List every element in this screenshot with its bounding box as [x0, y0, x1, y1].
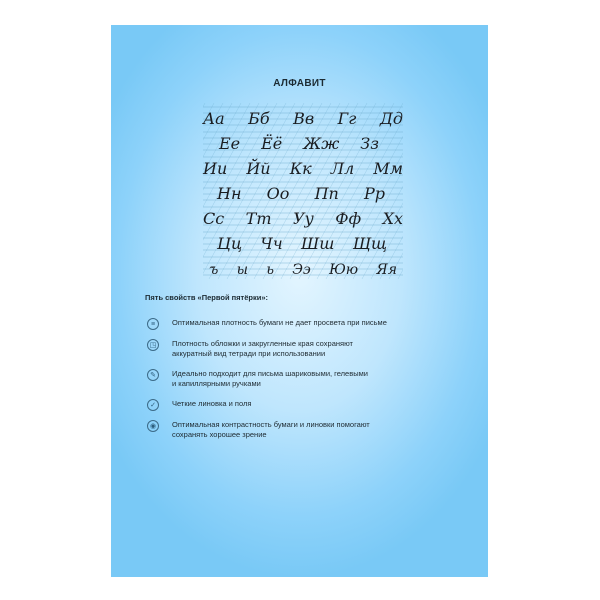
- feature-text: Идеально подходит для письма шариковыми, гелевыми и капиллярными ручками: [172, 369, 368, 388]
- feature-text: Оптимальная плотность бумаги не дает просвета при письме: [172, 318, 387, 327]
- letter-pair: Пп: [314, 184, 339, 203]
- letter-pair: Ии: [203, 159, 228, 178]
- alphabet-row: [219, 128, 379, 152]
- letter-pair: ъ: [209, 262, 219, 278]
- shield-check-icon: ✓: [147, 399, 159, 411]
- letter-pair: Фф: [335, 209, 362, 228]
- letter-pair: Хх: [382, 209, 403, 228]
- feature-text: Четкие линовка и поля: [172, 399, 252, 408]
- letter-pair: Ээ: [292, 262, 311, 278]
- letter-pair: Йй: [246, 159, 271, 178]
- letter-pair: Оо: [266, 184, 290, 203]
- letter-pair: Аа: [203, 109, 225, 128]
- letter-pair: Вв: [293, 109, 315, 128]
- cursive-alphabet: [203, 103, 403, 279]
- letter-pair: Ее: [219, 134, 241, 153]
- letter-pair: Дд: [379, 109, 403, 128]
- letter-pair: Тт: [245, 209, 272, 228]
- letter-pair: ь: [266, 262, 274, 278]
- notebook-cover: [111, 25, 488, 577]
- letter-pair: Юю: [329, 262, 359, 278]
- letter-pair: Уу: [292, 209, 314, 228]
- alphabet-row: [217, 178, 385, 202]
- alphabet-row: [203, 203, 403, 227]
- paper-layers-icon: ≡: [147, 318, 159, 330]
- letter-pair: ы: [236, 262, 249, 278]
- letter-pair: Гг: [337, 109, 357, 128]
- letter-pair: Щщ: [352, 234, 387, 253]
- letter-pair: Чч: [260, 234, 283, 253]
- rounded-corner-icon: ◳: [147, 339, 159, 351]
- pen-icon: ✎: [147, 369, 159, 381]
- letter-pair: Кк: [289, 159, 312, 178]
- letter-pair: Зз: [360, 134, 379, 153]
- letter-pair: Жж: [303, 134, 340, 153]
- letter-pair: Шш: [301, 234, 335, 253]
- letter-pair: Сс: [203, 209, 225, 228]
- letter-pair: Бб: [248, 109, 270, 128]
- feature-item: [147, 369, 467, 397]
- feature-item: [147, 420, 467, 448]
- feature-item: [147, 339, 467, 367]
- letter-pair: Мм: [373, 159, 403, 178]
- ruling-line: [203, 103, 205, 279]
- alphabet-row: [209, 253, 397, 277]
- letter-pair: Нн: [217, 184, 242, 203]
- letter-pair: Яя: [376, 262, 397, 278]
- letter-pair: Цц: [217, 234, 243, 253]
- alphabet-row: [203, 153, 403, 177]
- letter-pair: Ёё: [261, 134, 283, 153]
- features-heading: Пять свойств «Первой пятёрки»:: [145, 293, 269, 302]
- alphabet-row: [217, 228, 387, 252]
- eye-icon: ◉: [147, 420, 159, 432]
- letter-pair: Лл: [330, 159, 355, 178]
- alphabet-row: [203, 103, 403, 127]
- page-title: АЛФАВИТ: [273, 78, 326, 89]
- feature-text: Плотность обложки и закругленные края сохраняют аккуратный вид тетради при использовании: [172, 339, 353, 358]
- feature-text: Оптимальная контрастность бумаги и линовки помогают сохранять хорошее зрение: [172, 420, 370, 439]
- letter-pair: Рр: [363, 184, 385, 203]
